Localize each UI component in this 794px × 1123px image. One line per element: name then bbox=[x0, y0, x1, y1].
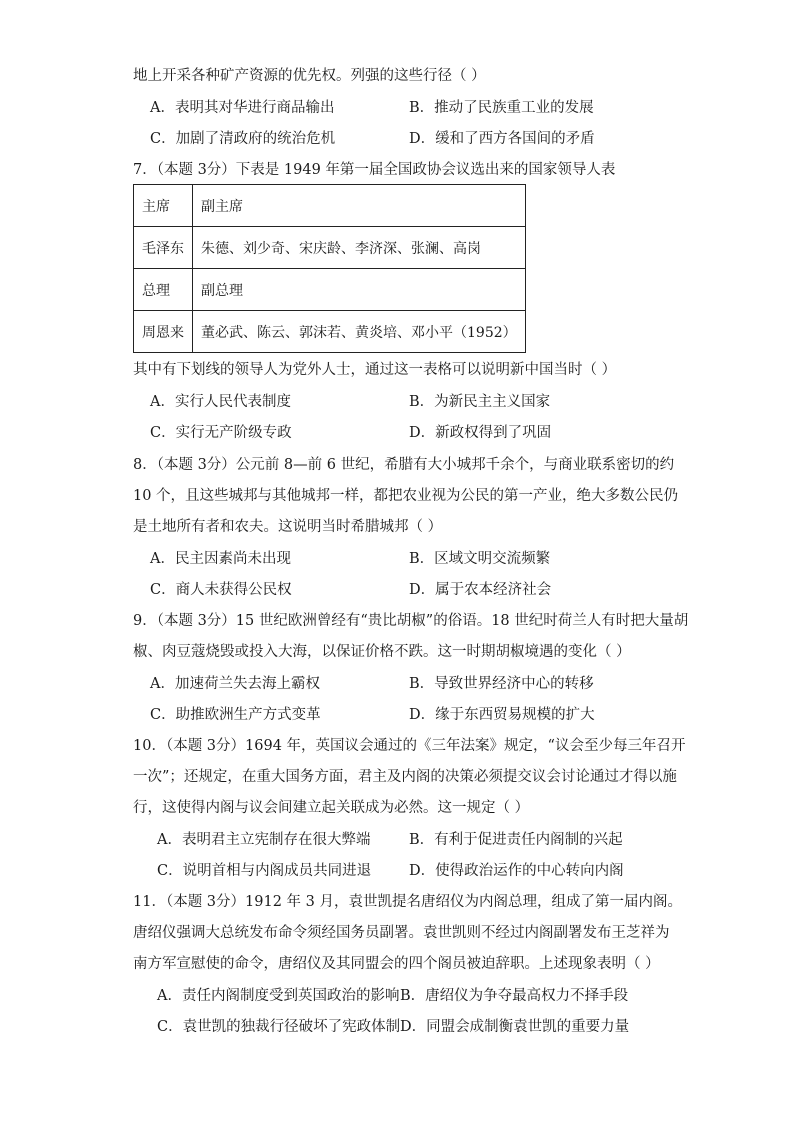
table-row bbox=[134, 227, 526, 269]
q10-option-a: A．表明君主立宪制存在很大弊端 bbox=[157, 832, 371, 848]
table-cell: 主席 bbox=[134, 185, 193, 227]
q6-option-a: A．表明其对华进行商品输出 bbox=[150, 100, 335, 116]
q7-option-b: B．为新民主主义国家 bbox=[409, 394, 551, 410]
q6-option-c: C．加剧了清政府的统治危机 bbox=[150, 131, 336, 147]
q9-stem-line: 9．（本题 3分）15 世纪欧洲曾经有“贵比胡椒”的俗语。18 世纪时荷兰人有时把大量胡 bbox=[133, 613, 689, 629]
q6-option-b: B．推动了民族重工业的发展 bbox=[409, 100, 594, 116]
table-cell: 周恩来 bbox=[134, 311, 193, 353]
q8-stem-line: 8．（本题 3分）公元前 8—前 6 世纪，希腊有大小城邦千余个，与商业联系密切的约 bbox=[133, 457, 675, 473]
q10-option-b: B．有利于促进责任内阁制的兴起 bbox=[409, 832, 623, 848]
q9-option-a: A．加速荷兰失去海上霸权 bbox=[150, 676, 320, 692]
q7-option-c: C．实行无产阶级专政 bbox=[150, 425, 292, 441]
table-cell: 毛泽东 bbox=[134, 227, 193, 269]
q8-stem-line: 10 个，且这些城邦与其他城邦一样，都把农业视为公民的第一产业，绝大多数公民仍 bbox=[133, 488, 679, 504]
table-cell: 总理 bbox=[134, 269, 193, 311]
q8-option-d: D．属于农本经济社会 bbox=[409, 582, 552, 598]
table-cell: 董必武、陈云、郭沫若、黄炎培、邓小平（1952） bbox=[193, 311, 526, 353]
q11-stem-line: 唐绍仪强调大总统发布命令须经国务员副署。袁世凯则不经过内阁副署发布王芝祥为 bbox=[133, 925, 670, 941]
q10-option-d: D．使得政治运作的中心转向内阁 bbox=[409, 863, 624, 879]
q9-stem-line: 椒、肉豆蔻烧毁或投入大海，以保证价格不跌。这一时期胡椒境遇的变化（ ） bbox=[133, 644, 631, 660]
q7-option-d: D．新政权得到了巩固 bbox=[409, 425, 552, 441]
q6-option-d: D．缓和了西方各国间的矛盾 bbox=[409, 131, 595, 147]
q11-stem-line: 11．（本题 3分）1912 年 3 月，袁世凯提名唐绍仪为内阁总理，组成了第一届内阁。 bbox=[133, 894, 682, 910]
q11-option-a: A．责任内阁制度受到英国政治的影响 bbox=[157, 988, 400, 1004]
q10-stem-line: 一次”；还规定，在重大国务方面，君主及内阁的决策必须提交议会讨论通过才得以施 bbox=[133, 769, 677, 785]
q9-option-d: D．缘于东西贸易规模的扩大 bbox=[409, 707, 595, 723]
q7-question: 其中有下划线的领导人为党外人士，通过这一表格可以说明新中国当时（ ） bbox=[133, 362, 617, 378]
q11-stem-line: 南方军宣慰使的命令，唐绍仪及其同盟会的四个阁员被迫辞职。上述现象表明（ ） bbox=[133, 956, 660, 972]
q8-option-a: A．民主因素尚未出现 bbox=[150, 551, 291, 567]
q7-stem: 7．（本题 3分）下表是 1949 年第一届全国政协会议选出来的国家领导人表 bbox=[133, 162, 616, 178]
q10-stem-line: 行，这使得内阁与议会间建立起关联成为必然。这一规定（ ） bbox=[133, 800, 530, 816]
table-row bbox=[134, 311, 526, 353]
q6-stem-tail: 地上开采各种矿产资源的优先权。列强的这些行径（ ） bbox=[133, 68, 486, 84]
q11-option-d: D．同盟会成制衡袁世凯的重要力量 bbox=[400, 1019, 630, 1035]
q8-option-c: C．商人未获得公民权 bbox=[150, 582, 292, 598]
q11-option-c: C．袁世凯的独裁行径破坏了宪政体制 bbox=[157, 1019, 401, 1035]
q10-stem-line: 10．（本题 3分）1694 年，英国议会通过的《三年法案》规定，“议会至少每三年召开 bbox=[133, 738, 686, 754]
leaders-table bbox=[133, 184, 526, 353]
table-row bbox=[134, 269, 526, 311]
q11-option-b: B．唐绍仪为争夺最高权力不择手段 bbox=[400, 988, 629, 1004]
q8-stem-line: 是土地所有者和农夫。这说明当时希腊城邦（ ） bbox=[133, 519, 443, 535]
table-cell: 朱德、刘少奇、宋庆龄、李济深、张澜、高岗 bbox=[193, 227, 526, 269]
table-cell: 副总理 bbox=[193, 269, 526, 311]
q9-option-b: B．导致世界经济中心的转移 bbox=[409, 676, 594, 692]
q9-option-c: C．助推欧洲生产方式变革 bbox=[150, 707, 321, 723]
q8-option-b: B．区域文明交流频繁 bbox=[409, 551, 551, 567]
table-row bbox=[134, 185, 526, 227]
q10-option-c: C．说明首相与内阁成员共同进退 bbox=[157, 863, 372, 879]
q7-option-a: A．实行人民代表制度 bbox=[150, 394, 291, 410]
table-cell: 副主席 bbox=[193, 185, 526, 227]
